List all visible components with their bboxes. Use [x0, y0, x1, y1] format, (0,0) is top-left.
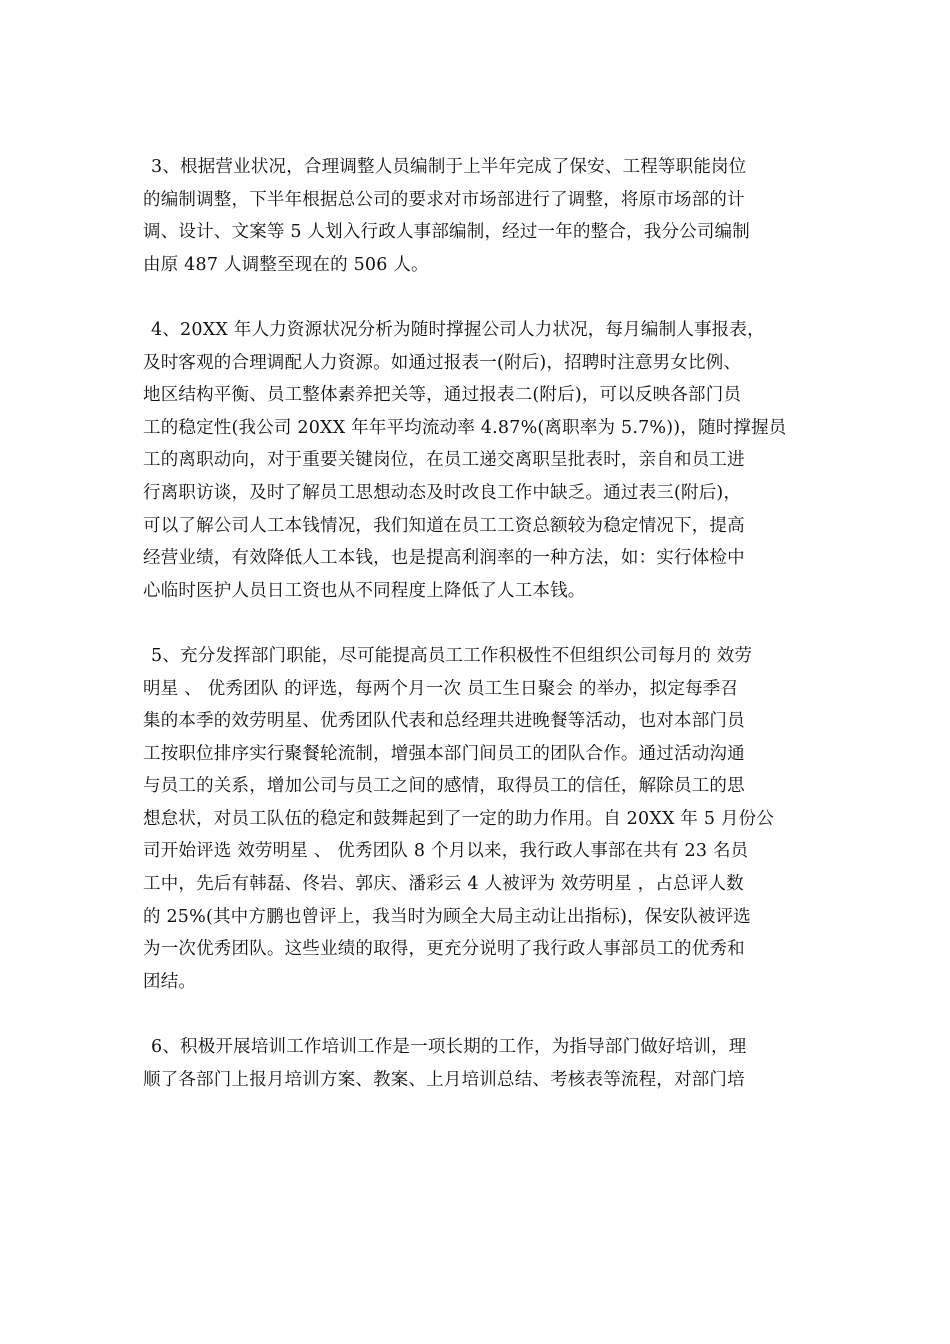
text-line: 与员工的关系，增加公司与员工之间的感情，取得员工的信任，解除员工的思 — [143, 776, 745, 797]
text-line: 经营业绩，有效降低人工本钱，也是提高利润率的一种方法，如：实行体检中 — [143, 548, 745, 569]
text-line: 工中，先后有韩磊、佟岩、郭庆、潘彩云 4 人被评为 效劳明星 ，占总评人数 — [143, 874, 744, 895]
text-line: 想怠状，对员工队伍的稳定和鼓舞起到了一定的助力作用。自 20XX 年 5 月份公 — [143, 808, 775, 829]
text-line: 6、积极开展培训工作培训工作是一项长期的工作，为指导部门做好培训，理 — [151, 1037, 747, 1058]
paragraph-5 — [143, 640, 803, 999]
text-line: 由原 487 人调整至现在的 506 人。 — [143, 254, 429, 275]
text-line: 心临时医护人员日工资也从不同程度上降低了人工本钱。 — [143, 580, 586, 601]
text-line: 的 25%(其中方鹏也曾评上，我当时为顾全大局主动让出指标)，保安队被评选 — [143, 906, 752, 927]
text-line: 工按职位排序实行聚餐轮流制，增强本部门间员工的团队合作。通过活动沟通 — [143, 743, 745, 764]
paragraph-6 — [143, 1031, 803, 1096]
text-line: 工的离职动向，对于重要关键岗位，在员工递交离职呈批表时，亲自和员工进 — [143, 450, 745, 471]
text-line: 可以了解公司人工本钱情况，我们知道在员工工资总额较为稳定情况下，提高 — [143, 515, 745, 536]
text-line: 明星 、 优秀团队 的评选，每两个月一次 员工生日聚会 的举办，拟定每季召 — [143, 678, 739, 699]
text-line: 3、根据营业状况，合理调整人员编制于上半年完成了保安、工程等职能岗位 — [151, 157, 747, 177]
paragraph-3 — [143, 151, 803, 281]
text-line: 集的本季的效劳明星、优秀团队代表和总经理共进晚餐等活动，也对本部门员 — [143, 711, 745, 732]
text-line: 团结。 — [143, 971, 197, 992]
text-line: 地区结构平衡、员工整体素养把关等，通过报表二(附后)，可以反映各部门员 — [143, 385, 742, 406]
text-line: 的编制调整，下半年根据总公司的要求对市场部进行了调整，将原市场部的计 — [143, 189, 745, 210]
text-line: 行离职访谈，及时了解员工思想动态及时改良工作中缺乏。通过表三(附后)， — [143, 482, 742, 503]
text-line: 5、充分发挥部门职能，尽可能提高员工工作积极性不但组织公司每月的 效劳 — [151, 645, 753, 666]
text-line: 顺了各部门上报月培训方案、教案、上月培训总结、考核表等流程，对部门培 — [143, 1069, 745, 1090]
text-line: 调、设计、文案等 5 人划入行政人事部编制，经过一年的整合，我分公司编制 — [143, 222, 750, 243]
text-line: 司开始评选 效劳明星 、 优秀团队 8 个月以来，我行政人事部在共有 23 名员 — [143, 841, 749, 862]
text-line: 工的稳定性(我公司 20XX 年年平均流动率 4.87%(离职率为 5.7%))，随时撑握员 — [143, 417, 787, 438]
document-body — [143, 151, 803, 1129]
text-line: 4、20XX 年人力资源状况分析为随时撑握公司人力状况，每月编制人事报表， — [151, 319, 765, 340]
text-line: 为一次优秀团队。这些业绩的取得，更充分说明了我行政人事部员工的优秀和 — [143, 939, 745, 960]
paragraph-4 — [143, 314, 803, 607]
text-line: 及时客观的合理调配人力资源。如通过报表一(附后)，招聘时注意男女比例、 — [143, 352, 742, 373]
